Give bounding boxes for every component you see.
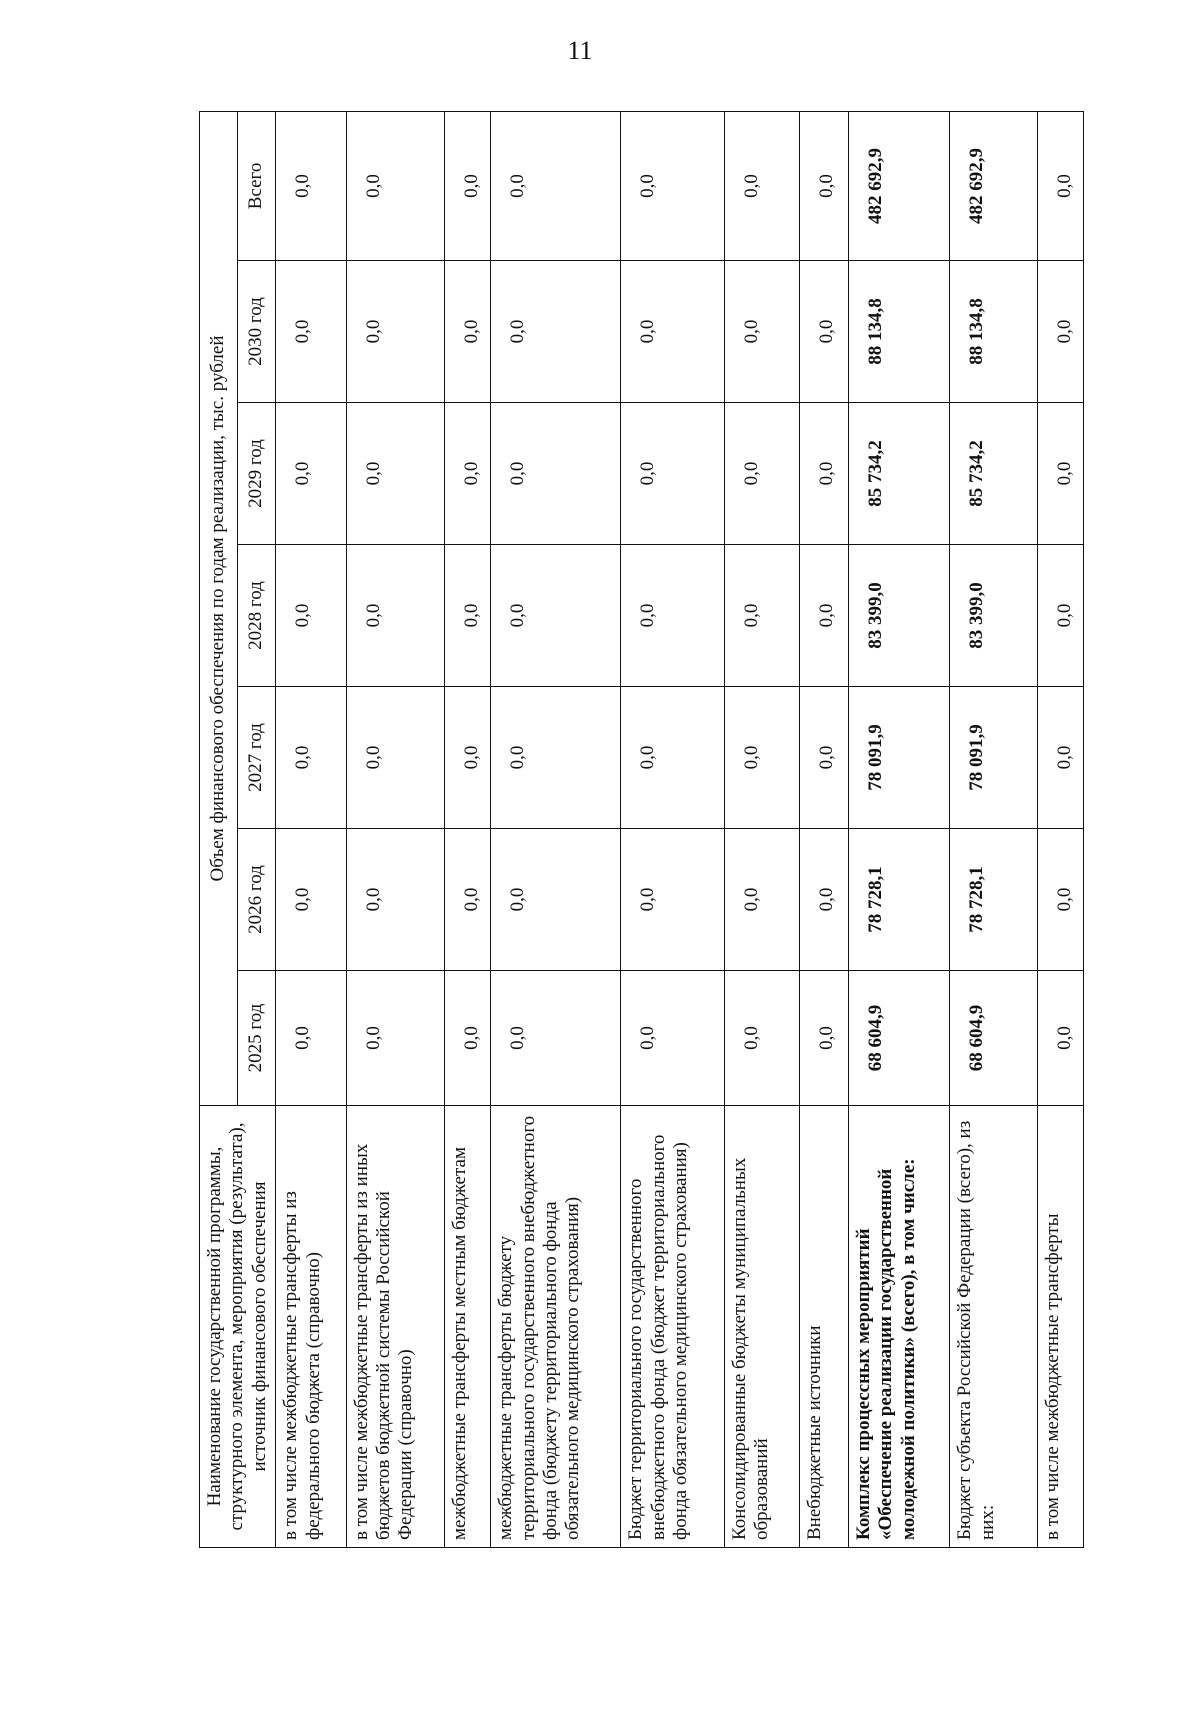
value-cell: 68 604,9 [848, 971, 949, 1106]
value-cell: 0,0 [346, 261, 444, 403]
value-cell: 0,0 [799, 829, 848, 971]
table-row [444, 111, 490, 1547]
value-cell: 0,0 [725, 403, 800, 545]
value-cell: 0,0 [799, 261, 848, 403]
volume-group-header: Объем финансового обеспечения по годам реализации, тыс. рублей [200, 111, 238, 1105]
value-cell: 0,0 [621, 545, 725, 687]
value-cell: 0,0 [444, 971, 490, 1106]
value-cell: 0,0 [346, 111, 444, 260]
financing-table [199, 111, 1084, 1548]
value-cell: 0,0 [1037, 971, 1083, 1106]
row-name: в том числе межбюджетные трансферты [1037, 1106, 1083, 1548]
row-name: в том числе межбюджетные трансферты из федерального бюджета (справочно) [276, 1106, 346, 1548]
table-row [848, 111, 949, 1547]
value-cell: 0,0 [444, 687, 490, 829]
value-cell: 0,0 [276, 403, 346, 545]
value-cell: 85 734,2 [950, 403, 1038, 545]
value-cell: 83 399,0 [848, 545, 949, 687]
value-cell: 0,0 [725, 545, 800, 687]
value-cell: 0,0 [491, 829, 621, 971]
value-cell: 83 399,0 [950, 545, 1038, 687]
value-cell: 0,0 [444, 403, 490, 545]
value-cell: 0,0 [491, 687, 621, 829]
value-cell: 0,0 [491, 545, 621, 687]
year-header: 2026 год [238, 829, 276, 971]
year-header: 2025 год [238, 971, 276, 1106]
value-cell: 0,0 [725, 687, 800, 829]
table-row [621, 111, 725, 1547]
value-cell: 0,0 [346, 545, 444, 687]
value-cell: 482 692,9 [848, 111, 949, 260]
value-cell: 0,0 [799, 403, 848, 545]
value-cell: 0,0 [444, 261, 490, 403]
value-cell: 78 091,9 [848, 687, 949, 829]
value-cell: 0,0 [799, 687, 848, 829]
value-cell: 0,0 [276, 261, 346, 403]
year-header: 2027 год [238, 687, 276, 829]
value-cell: 0,0 [491, 111, 621, 260]
table-row [491, 111, 621, 1547]
page-number: 11 [567, 36, 593, 65]
row-name: Консолидированные бюджеты муниципальных образований [725, 1106, 800, 1548]
table-row [950, 111, 1038, 1547]
value-cell: 0,0 [346, 687, 444, 829]
value-cell: 0,0 [276, 971, 346, 1106]
table-row [725, 111, 800, 1547]
row-name: межбюджетные трансферты бюджету территориального государственного внебюджетного фонда (бюджету территориального фонда обязательного медицинского страхования) [491, 1106, 621, 1548]
table-rotated-wrapper [199, 112, 1076, 1548]
year-header: 2029 год [238, 403, 276, 545]
name-column-header: Наименование государственной программы, структурного элемента, мероприятия (результата), источник финансового обеспечения [200, 1106, 276, 1548]
value-cell: 88 134,8 [848, 261, 949, 403]
table-row [346, 111, 444, 1547]
value-cell: 78 091,9 [950, 687, 1038, 829]
value-cell: 0,0 [444, 111, 490, 260]
value-cell: 68 604,9 [950, 971, 1038, 1106]
row-name: Бюджет субъекта Российской Федерации (всего), из них: [950, 1106, 1038, 1548]
value-cell: 0,0 [725, 829, 800, 971]
value-cell: 0,0 [444, 545, 490, 687]
value-cell: 0,0 [621, 403, 725, 545]
value-cell: 0,0 [621, 111, 725, 260]
value-cell: 0,0 [1037, 687, 1083, 829]
table-row [276, 111, 346, 1547]
value-cell: 0,0 [1037, 545, 1083, 687]
value-cell: 85 734,2 [848, 403, 949, 545]
total-header: Всего [238, 111, 276, 260]
row-name: Бюджет территориального государственного внебюджетного фонда (бюджет территориального фонда обязательного медицинского страхования) [621, 1106, 725, 1548]
year-header: 2030 год [238, 261, 276, 403]
value-cell: 0,0 [491, 261, 621, 403]
value-cell: 0,0 [491, 971, 621, 1106]
value-cell: 0,0 [621, 829, 725, 971]
value-cell: 0,0 [799, 971, 848, 1106]
value-cell: 0,0 [346, 403, 444, 545]
value-cell: 0,0 [276, 687, 346, 829]
table-row [1037, 111, 1083, 1547]
value-cell: 0,0 [1037, 403, 1083, 545]
row-name: Комплекс процессных мероприятий «Обеспечение реализации государственной молодежной политики» (всего), в том числе: [848, 1106, 949, 1548]
value-cell: 0,0 [799, 545, 848, 687]
value-cell: 0,0 [621, 261, 725, 403]
value-cell: 0,0 [491, 403, 621, 545]
value-cell: 78 728,1 [848, 829, 949, 971]
value-cell: 0,0 [725, 111, 800, 260]
year-header: 2028 год [238, 545, 276, 687]
value-cell: 0,0 [276, 111, 346, 260]
value-cell: 0,0 [346, 971, 444, 1106]
value-cell: 78 728,1 [950, 829, 1038, 971]
value-cell: 0,0 [1037, 261, 1083, 403]
row-name: Внебюджетные источники [799, 1106, 848, 1548]
value-cell: 0,0 [276, 545, 346, 687]
value-cell: 0,0 [725, 261, 800, 403]
value-cell: 0,0 [725, 971, 800, 1106]
row-name: в том числе межбюджетные трансферты из иных бюджетов бюджетной системы Российской Федерации (справочно) [346, 1106, 444, 1548]
value-cell: 0,0 [346, 829, 444, 971]
table-row [799, 111, 848, 1547]
row-name: межбюджетные трансферты местным бюджетам [444, 1106, 490, 1548]
value-cell: 0,0 [1037, 829, 1083, 971]
value-cell: 88 134,8 [950, 261, 1038, 403]
value-cell: 0,0 [276, 829, 346, 971]
value-cell: 0,0 [444, 829, 490, 971]
value-cell: 482 692,9 [950, 111, 1038, 260]
value-cell: 0,0 [621, 971, 725, 1106]
value-cell: 0,0 [621, 687, 725, 829]
value-cell: 0,0 [1037, 111, 1083, 260]
value-cell: 0,0 [799, 111, 848, 260]
